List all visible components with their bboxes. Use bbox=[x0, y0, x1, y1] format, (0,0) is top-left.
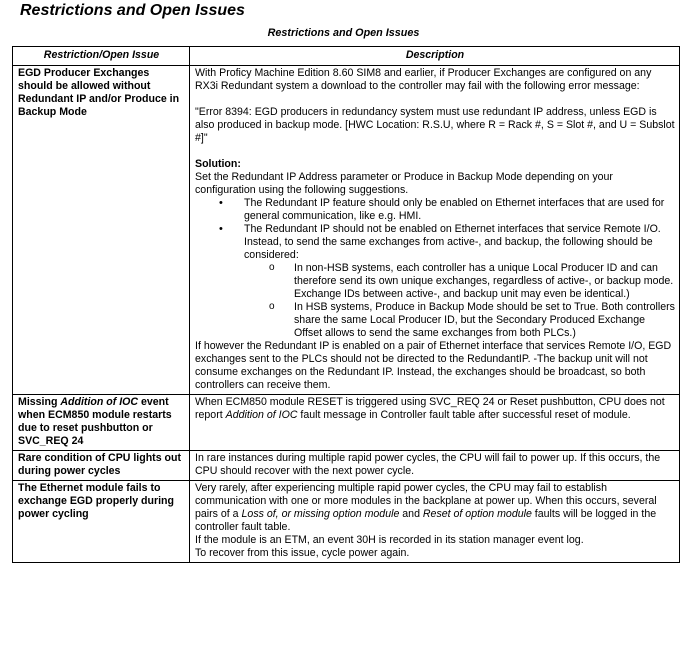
sub-list-item: o In non-HSB systems, each controller has a unique Local Producer ID and can therefore send its own unique exchanges, regardless of active-, or backup mode. Exchange IDs between active-, and backup unit may even be identical.) bbox=[294, 262, 675, 301]
description-paragraph: If the module is an ETM, an event 30H is recorded in its station manager event log. bbox=[195, 534, 584, 546]
solution-label bbox=[195, 158, 675, 171]
desc-text-emphasis: Reset of option module bbox=[422, 508, 532, 520]
table-row bbox=[13, 481, 680, 563]
solution-text: Set the Redundant IP Address parameter or Produce in Backup Mode depending on your configuration using the following suggestions. bbox=[195, 171, 613, 196]
table-caption: Restrictions and Open Issues bbox=[267, 27, 420, 39]
error-message: "Error 8394: EGD producers in redundancy system must use redundant IP address, unless EGD is also produced in backup mode. [HWC Location: R.S.U, where R = Rack #, S = Slot #, and U = Subslot #]" bbox=[195, 106, 675, 144]
restrictions-table bbox=[12, 46, 680, 563]
issue-text-emphasis: Addition of IOC bbox=[60, 396, 139, 408]
description-cell bbox=[190, 66, 680, 395]
list-item bbox=[244, 223, 675, 340]
desc-text-pre: Very rarely, after experiencing multiple rapid power cycles, the CPU may fail to establish communication with one or more modules in the backplane at power up. When this occurs, several pairs of a bbox=[195, 482, 657, 520]
desc-text-pre: When ECM850 module RESET is triggered using SVC_REQ 24 or Reset pushbutton, CPU does not report bbox=[195, 396, 665, 421]
column-header-issue: Restriction/Open Issue bbox=[13, 47, 190, 66]
issue-cell: The Ethernet module fails to exchange EGD properly during power cycling bbox=[13, 481, 190, 563]
column-header-description: Description bbox=[190, 47, 680, 66]
desc-text-emphasis: Loss of, or missing option module bbox=[241, 508, 400, 520]
issue-text-pre: Missing bbox=[18, 396, 61, 408]
desc-text-post: fault message in Controller fault table after successful reset of module. bbox=[297, 409, 631, 421]
table-row bbox=[13, 451, 680, 481]
issue-text-post: event when ECM850 module restarts due to reset pushbutton or SVC_REQ 24 bbox=[18, 396, 172, 447]
section-title: Restrictions and Open Issues bbox=[20, 2, 245, 19]
desc-text-mid: and bbox=[399, 508, 423, 520]
solution-bullet-list bbox=[195, 197, 675, 340]
issue-cell: Rare condition of CPU lights out during power cycles bbox=[13, 451, 190, 481]
description-paragraph bbox=[195, 482, 675, 534]
desc-text-post: faults will be logged in the controller fault table. bbox=[195, 508, 657, 533]
list-item: • The Redundant IP feature should only be enabled on Ethernet interfaces that are used for general communication, like e.g. HMI. bbox=[244, 197, 675, 223]
table-row bbox=[13, 66, 680, 395]
description-cell bbox=[190, 481, 680, 563]
description-cell bbox=[190, 395, 680, 451]
description-cell: In rare instances during multiple rapid power cycles, the CPU will fail to power up. If this occurs, the CPU should recover with the next power cycle. bbox=[190, 451, 680, 481]
sub-list-item: o In HSB systems, Produce in Backup Mode should be set to True. Both controllers share the same Local Producer ID, but the Secondary Produced Exchange Offset allows to send the same exchanges from both PLCs.) bbox=[294, 301, 675, 340]
solution-label-text: Solution: bbox=[195, 158, 241, 170]
closing-paragraph: If however the Redundant IP is enabled on a pair of Ethernet interface that services Remote I/O, EGD exchanges sent to the PLCs should not be directed to the RedundantIP. -The backup unit will not consume exchanges on the Redundant IP. Instead, the exchanges should be broadcast, so both controllers can receive them. bbox=[195, 340, 672, 391]
issue-cell: EGD Producer Exchanges should be allowed without Redundant IP and/or Produce in Backup Mode bbox=[13, 66, 190, 395]
issue-cell bbox=[13, 395, 190, 451]
description-intro: With Proficy Machine Edition 8.60 SIM8 and earlier, if Producer Exchanges are configured on any RX3i Redundant system a download to the controller may fail with the following error message: bbox=[195, 67, 652, 92]
table-row bbox=[13, 395, 680, 451]
table-header-row bbox=[13, 47, 680, 66]
sub-bullet-list bbox=[244, 262, 675, 340]
list-item-text: The Redundant IP should not be enabled on Ethernet interfaces that service Remote I/O. Instead, to send the same exchanges from active-, and backup, the following should be considered: bbox=[244, 223, 661, 261]
description-paragraph: To recover from this issue, cycle power again. bbox=[195, 547, 410, 559]
desc-text-emphasis: Addition of IOC bbox=[225, 409, 298, 421]
